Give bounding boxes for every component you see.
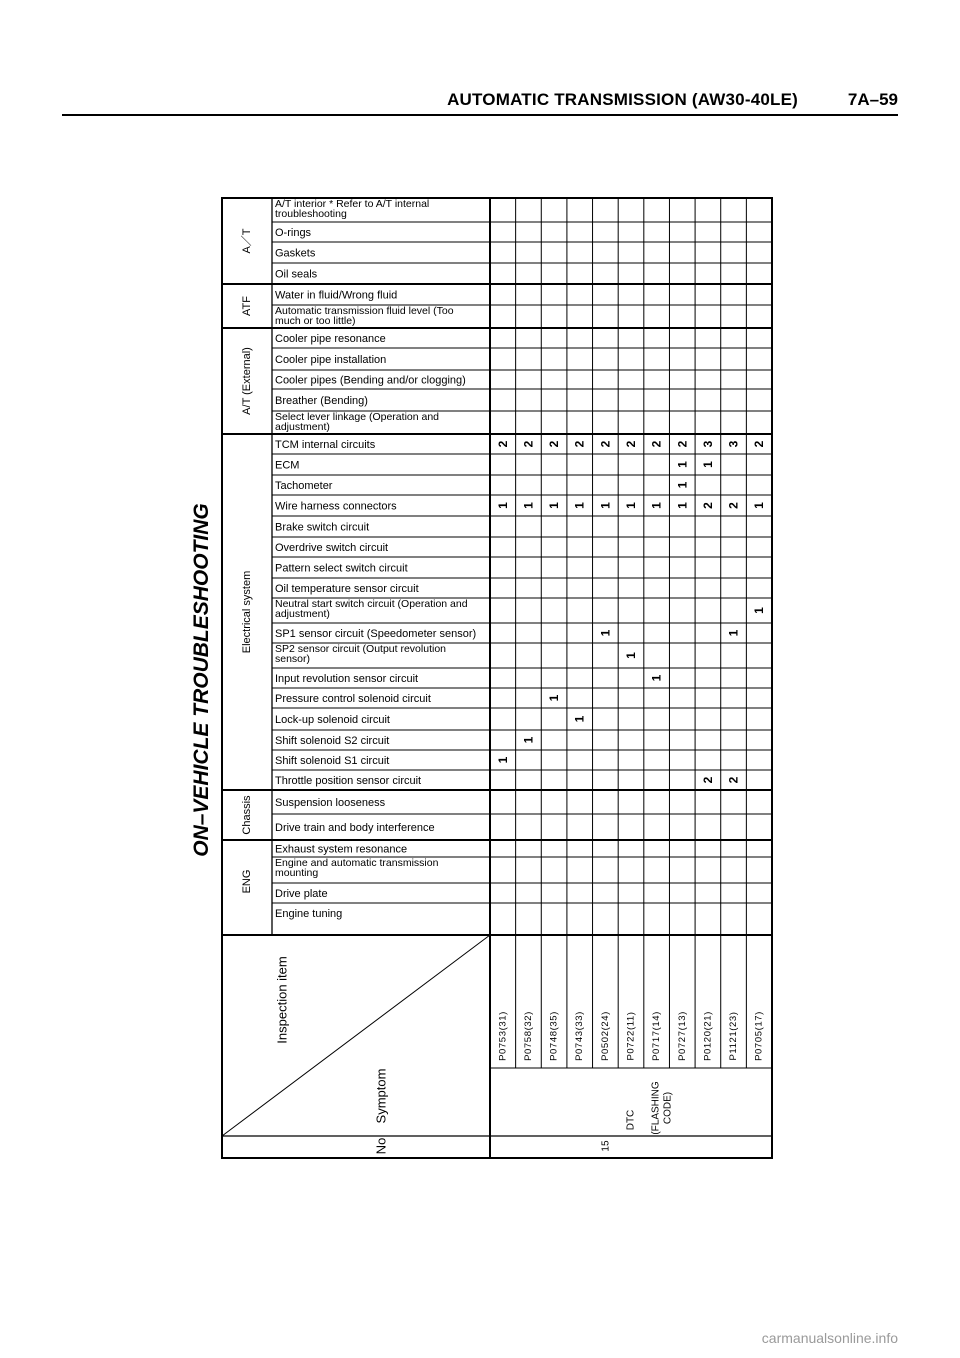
cell-value: 1 <box>598 502 613 509</box>
cell-value: 3 <box>726 440 741 448</box>
row-label: O-rings <box>275 227 312 239</box>
row-label: much or too little) <box>275 315 356 327</box>
cell-value: 1 <box>547 694 562 702</box>
row-label: Shift solenoid S1 circuit <box>275 755 390 767</box>
dtc-code: P0120(21) <box>702 1011 714 1061</box>
group-label: Chassis <box>241 795 253 835</box>
row-label: Tachometer <box>275 480 333 492</box>
row-label: Suspension looseness <box>275 797 386 809</box>
row-label: SP2 sensor circuit (Output revolution <box>275 643 446 655</box>
cell-value: 1 <box>649 502 664 509</box>
cell-value: 2 <box>598 440 613 448</box>
row-label: mounting <box>275 867 319 879</box>
cell-value: 1 <box>675 461 690 468</box>
cell-value: 3 <box>700 440 715 448</box>
no-value: 15 <box>600 1140 612 1152</box>
row-label: TCM internal circuits <box>275 439 376 451</box>
row-label: Select lever linkage (Operation and <box>275 411 440 423</box>
dtc-code: P1121(23) <box>728 1011 740 1061</box>
flash-label: (FLASHING <box>650 1081 662 1135</box>
cell-value: 1 <box>521 736 536 744</box>
cell-value: 2 <box>624 440 638 448</box>
corner-bottom-label: Symptom <box>373 1068 389 1124</box>
cell-value: 1 <box>572 502 587 509</box>
corner-diagonal <box>222 935 490 1136</box>
dtc-code: P0758(32) <box>522 1011 534 1061</box>
section-title: ON–VEHICLE TROUBLESHOOTING <box>190 503 213 857</box>
cell-value: 2 <box>726 502 741 509</box>
row-label: Overdrive switch circuit <box>275 542 389 554</box>
cell-value: 2 <box>752 440 767 448</box>
cell-value: 1 <box>495 756 510 764</box>
row-label: Cooler pipe installation <box>275 354 387 366</box>
cell-value: 1 <box>547 502 562 509</box>
cell-value: 2 <box>700 502 715 509</box>
cell-value: 1 <box>726 629 741 637</box>
row-label: A/T interior * Refer to A/T internal <box>275 198 430 210</box>
cell-value: 2 <box>700 776 715 784</box>
cell-value: 2 <box>649 440 664 448</box>
row-label: troubleshooting <box>275 208 347 220</box>
cell-value: 2 <box>495 440 510 448</box>
row-label: Throttle position sensor circuit <box>275 775 422 787</box>
cell-value: 2 <box>726 776 741 784</box>
group-label: Electrical system <box>241 570 253 654</box>
row-label: Cooler pipe resonance <box>275 333 386 345</box>
row-label: Gaskets <box>275 247 316 260</box>
row-label: Input revolution sensor circuit <box>275 673 419 685</box>
cell-value: 1 <box>752 607 767 614</box>
dtc-code: P0743(33) <box>574 1011 586 1061</box>
row-label: Pattern select switch circuit <box>275 562 408 575</box>
group-label: ENG <box>241 869 253 894</box>
row-label: Cooler pipes (Bending and/or clogging) <box>275 374 466 387</box>
cell-value: 1 <box>572 715 587 723</box>
cell-value: 2 <box>547 440 562 448</box>
cell-value: 1 <box>495 502 510 509</box>
row-label: Oil temperature sensor circuit <box>275 583 419 595</box>
cell-value: 1 <box>598 629 613 637</box>
cell-value: 1 <box>675 502 690 509</box>
dtc-code: P0727(13) <box>676 1011 688 1061</box>
cell-value: 1 <box>675 481 690 489</box>
dtc-code: P0502(24) <box>599 1011 611 1061</box>
flash-label: CODE) <box>662 1091 674 1125</box>
row-label: Breather (Bending) <box>275 395 368 407</box>
cell-value: 2 <box>521 440 536 448</box>
corner-top-label: Inspection item <box>274 956 290 1044</box>
cell-value: 2 <box>675 440 690 448</box>
cell-value: 1 <box>700 461 715 468</box>
row-label: Exhaust system resonance <box>275 843 408 856</box>
row-label: Lock-up solenoid circuit <box>275 714 390 726</box>
row-label: Wire harness connectors <box>275 500 397 513</box>
group-label: A／T <box>241 228 253 254</box>
row-label: Engine tuning <box>275 908 343 920</box>
row-label: Shift solenoid S2 circuit <box>275 735 390 747</box>
row-label: Pressure control solenoid circuit <box>275 693 431 705</box>
cell-value: 1 <box>649 674 664 682</box>
dtc-code: P0705(17) <box>753 1011 765 1061</box>
cell-value: 1 <box>752 502 767 509</box>
row-label: ECM <box>275 459 300 472</box>
row-label: Engine and automatic transmission <box>275 857 439 869</box>
row-label: Oil seals <box>275 268 318 281</box>
page-number: 7A–59 <box>847 90 898 109</box>
no-label: No <box>373 1137 389 1155</box>
group-label: A/T (External) <box>241 347 253 415</box>
watermark: carmanualsonline.info <box>761 1330 898 1346</box>
cell-value: 1 <box>624 502 638 509</box>
row-label: Automatic transmission fluid level (Too <box>275 305 454 317</box>
row-label: sensor) <box>275 653 311 665</box>
dtc-label: DTC <box>625 1109 637 1131</box>
cell-value: 2 <box>572 440 587 448</box>
group-label: ATF <box>241 296 253 316</box>
cell-value: 1 <box>624 652 638 659</box>
row-label: Neutral start switch circuit (Operation and <box>275 598 468 610</box>
row-label: adjustment) <box>275 421 330 433</box>
dtc-code: P0748(35) <box>548 1011 560 1061</box>
dtc-code: P0717(14) <box>651 1011 663 1061</box>
row-label: Water in fluid/Wrong fluid <box>275 289 398 302</box>
row-label: Drive train and body interference <box>275 822 435 834</box>
page-title: AUTOMATIC TRANSMISSION (AW30-40LE) <box>447 90 798 109</box>
row-label: SP1 sensor circuit (Speedometer sensor) <box>275 628 477 640</box>
dtc-code: P0722(11) <box>625 1011 637 1061</box>
row-label: Drive plate <box>275 888 328 900</box>
row-label: Brake switch circuit <box>275 521 370 534</box>
dtc-code: P0753(31) <box>497 1011 509 1061</box>
row-label: adjustment) <box>275 608 330 620</box>
cell-value: 1 <box>521 502 536 509</box>
